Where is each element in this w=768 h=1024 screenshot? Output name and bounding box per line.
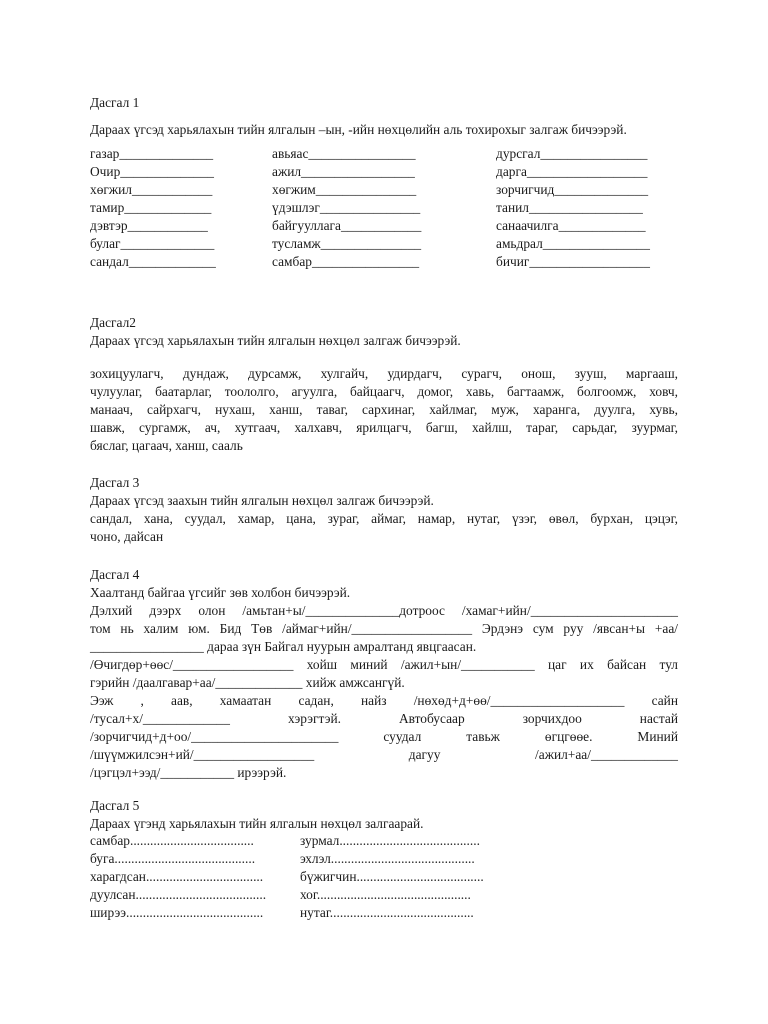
word-cell: дарга__________________ <box>496 164 648 179</box>
text-line: зохицуулагч, дундаж, дурсамж, хулгайч, удирдагч, сурагч, онош, зууш, маргааш, <box>90 366 678 381</box>
word-cell: зорчигчид______________ <box>496 182 649 197</box>
exercise-2-instruction: Дараах үгсэд харьялахын тийн ялгалын нөхцөл залгаж бичээрэй. <box>90 333 461 348</box>
word-cell: тусламж_______________ <box>272 236 422 251</box>
word-cell: ажил_________________ <box>272 164 415 179</box>
text-line: чулуулаг, баатарлаг, тоололго, агуулга, байцаагч, домог, хавь, багтаамж, болгоомж, ховч, <box>90 384 678 399</box>
word-cell: булаг______________ <box>90 236 215 251</box>
word-cell: санаачилга_____________ <box>496 218 646 233</box>
exercise-5 <box>90 797 678 923</box>
table-row <box>90 905 678 923</box>
exercise-3-title: Дасгал 3 <box>90 475 140 490</box>
text-line: Дэлхий дээрх олон /амьтан+ы/______________дотроос /хамаг+ийн/______________________ <box>90 603 678 618</box>
exercise-5-title: Дасгал 5 <box>90 798 140 813</box>
word-cell: буга.......................................... <box>90 851 256 866</box>
word-cell: тамир_____________ <box>90 200 212 215</box>
table-row <box>90 146 678 164</box>
text-line: шавж, сургамж, ач, хутгаач, халхавч, ярилцагч, багш, хайлш, тараг, сарьдаг, зуурмаг, <box>90 420 678 435</box>
text-line: /цэгцэл+ээд/___________ ирээрэй. <box>90 765 287 780</box>
word-cell: бичиг__________________ <box>496 254 650 269</box>
word-cell: хог.............................................. <box>300 887 471 902</box>
table-row <box>90 833 678 851</box>
exercise-4 <box>90 566 678 782</box>
exercise-3-instruction: Дараах үгсэд заахын тийн ялгалын нөхцөл залгаж бичээрэй. <box>90 493 434 508</box>
exercise-3 <box>90 474 678 546</box>
text-line: Ээж , аав, хамаатан садан, найз /нөхөд+д+өө/____________________ сайн <box>90 693 678 708</box>
word-cell: ширээ......................................... <box>90 905 264 920</box>
exercise-4-text <box>90 602 678 782</box>
exercise-2-word-list <box>90 365 678 455</box>
text-line: /тусал+х/_____________ хэрэгтэй. Автобусаар зорчихдоо настай <box>90 711 678 726</box>
word-cell: хөгжим_______________ <box>272 182 417 197</box>
exercise-3-word-list <box>90 510 678 546</box>
word-cell: авьяас________________ <box>272 146 416 161</box>
text-line: гэрийн /даалгавар+аа/_____________ хийж амжсангүй. <box>90 675 405 690</box>
text-line: _________________ дараа зүн Байгал нуурын амралтанд явцгаасан. <box>90 639 477 654</box>
word-cell: нутаг........................................... <box>300 905 474 920</box>
word-cell: зурмал.......................................... <box>300 833 480 848</box>
exercise-5-word-table <box>90 833 678 923</box>
word-cell: хөгжил____________ <box>90 182 213 197</box>
text-line: /зорчигчид+д+оо/______________________ суудал тавьж өгцгөөе. Миний <box>90 729 678 744</box>
word-cell: танил_________________ <box>496 200 643 215</box>
exercise-2 <box>90 314 678 455</box>
exercise-1 <box>90 94 678 272</box>
exercise-5-instruction: Дараах үгэнд харьялахын тийн ялгалын нөхцөл залгаарай. <box>90 816 424 831</box>
text-line: /Өчигдөр+өөс/__________________ хойш миний /ажил+ын/___________ цаг их байсан тул <box>90 657 678 672</box>
table-row <box>90 869 678 887</box>
exercise-1-instruction: Дараах үгсэд харьялахын тийн ялгалын –ын, -ийн нөхцөлийн аль тохирохыг залгаж бичээрэй. <box>90 122 627 137</box>
word-cell: самбар..................................... <box>90 833 254 848</box>
table-row <box>90 164 678 182</box>
text-line: /шүүмжилсэн+ий/__________________ дагуу /ажил+аа/_____________ <box>90 747 678 762</box>
word-cell: харагдсан................................... <box>90 869 264 884</box>
table-row <box>90 851 678 869</box>
text-line: чоно, дайсан <box>90 529 164 544</box>
word-cell: амьдрал________________ <box>496 236 650 251</box>
word-cell: эхлэл........................................... <box>300 851 475 866</box>
exercise-4-instruction: Хаалтанд байгаа үгсийг зөв холбон бичээрэй. <box>90 585 351 600</box>
table-row <box>90 218 678 236</box>
word-cell: самбар________________ <box>272 254 420 269</box>
word-cell: дурсгал________________ <box>496 146 648 161</box>
exercise-1-title: Дасгал 1 <box>90 95 140 110</box>
table-row <box>90 200 678 218</box>
text-line: том нь халим юм. Бид Төв /аймаг+ийн/__________________ Эрдэнэ сум руу /явсан+ы +аа/ <box>90 621 678 636</box>
text-line: сандал, хана, суудал, хамар, цана, зураг, аймаг, намар, нутаг, үзэг, өвөл, бурхан, цэцэг, <box>90 511 678 526</box>
table-row <box>90 182 678 200</box>
text-line: манаач, сайрхагч, нухаш, ханш, таваг, сархинаг, хайлмаг, муж, харанга, дуулга, хувь, <box>90 402 678 417</box>
word-cell: газар______________ <box>90 146 214 161</box>
word-cell: Очир______________ <box>90 164 215 179</box>
exercise-1-word-table <box>90 146 678 272</box>
word-cell: байгууллага____________ <box>272 218 422 233</box>
exercise-2-title: Дасгал2 <box>90 315 136 330</box>
text-line: бяслаг, цагаач, ханш, сааль <box>90 438 243 453</box>
word-cell: дуулсан....................................... <box>90 887 267 902</box>
word-cell: үдэшлэг_______________ <box>272 200 421 215</box>
exercise-4-title: Дасгал 4 <box>90 567 140 582</box>
table-row <box>90 236 678 254</box>
word-cell: сандал_____________ <box>90 254 216 269</box>
table-row <box>90 887 678 905</box>
word-cell: дэвтэр____________ <box>90 218 208 233</box>
word-cell: бүжигчин...................................... <box>300 869 484 884</box>
table-row <box>90 254 678 272</box>
